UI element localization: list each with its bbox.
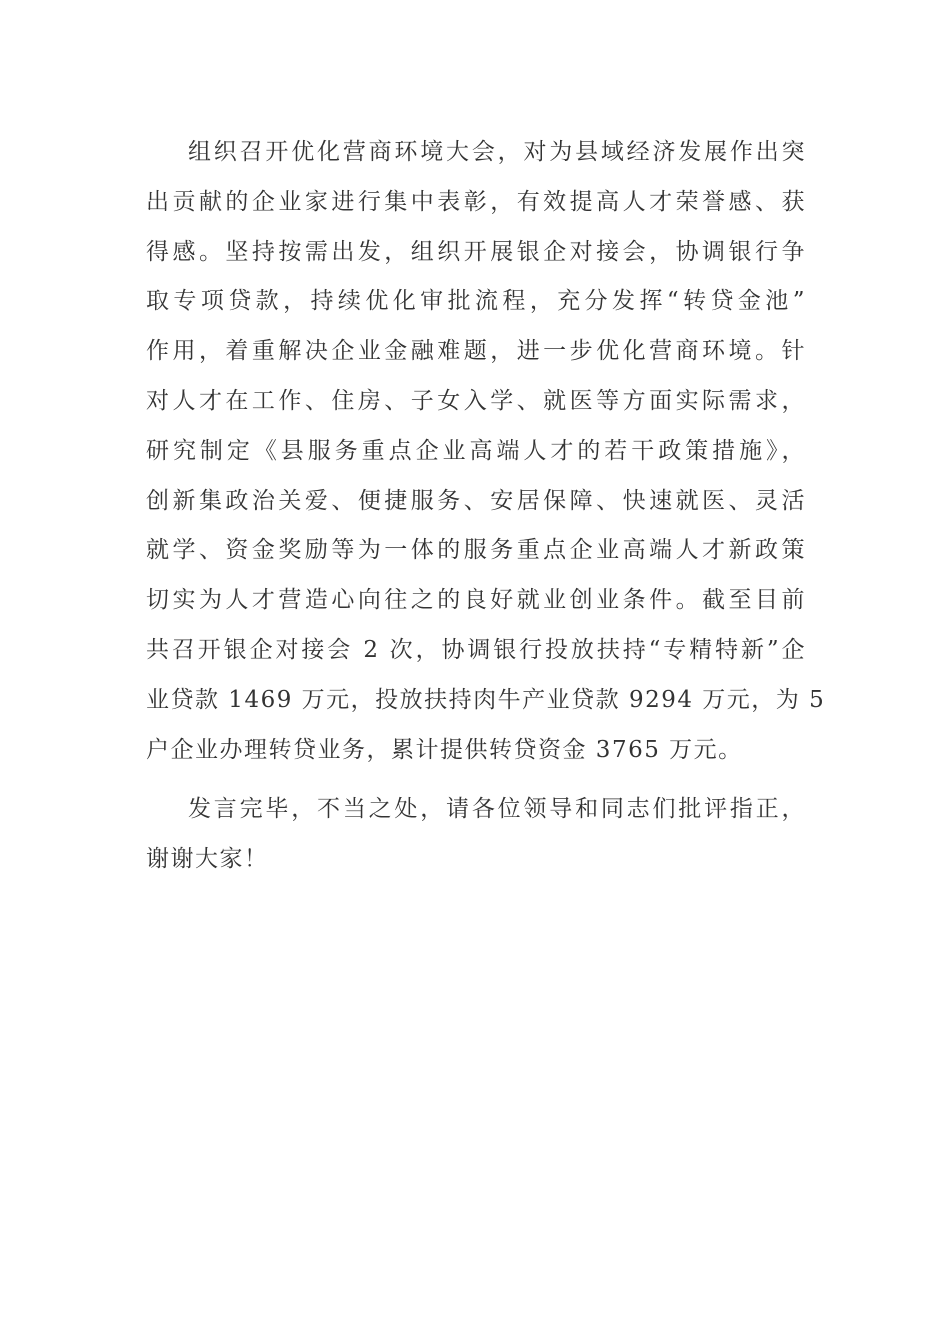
paragraph-line: 谢谢大家！	[146, 845, 269, 872]
paragraph-line: 对人才在工作、住房、子女入学、就医等方面实际需求，	[146, 387, 806, 414]
paragraph-achievements	[146, 128, 826, 775]
paragraph-line: 发言完毕，不当之处，请各位领导和同志们批评指正，	[188, 796, 806, 822]
paragraph-line: 出贡献的企业家进行集中表彰，有效提高人才荣誉感、获	[146, 188, 806, 215]
paragraph-line: 就学、资金奖励等为一体的服务重点企业高端人才新政策	[146, 537, 806, 564]
paragraph-line: 业贷款 1469 万元，投放扶持肉牛产业贷款 9294 万元，为 5	[146, 686, 826, 713]
paragraph-line: 共召开银企对接会 2 次，协调银行投放扶持“专精特新”企	[146, 636, 806, 663]
paragraph-line: 取专项贷款，持续优化审批流程，充分发挥“转贷金池”	[146, 288, 806, 315]
paragraph-line: 切实为人才营造心向往之的良好就业创业条件。截至目前	[146, 587, 806, 614]
paragraph-line: 组织召开优化营商环境大会，对为县域经济发展作出突	[188, 139, 806, 165]
paragraph-line: 户企业办理转贷业务，累计提供转贷资金 3765 万元。	[146, 736, 743, 763]
paragraph-line: 作用，着重解决企业金融难题，进一步优化营商环境。针	[146, 338, 806, 365]
paragraph-line: 创新集政治关爱、便捷服务、安居保障、快速就医、灵活	[146, 487, 806, 514]
paragraph-line: 研究制定《县服务重点企业高端人才的若干政策措施》，	[146, 437, 806, 464]
paragraph-line: 得感。坚持按需出发，组织开展银企对接会，协调银行争	[146, 238, 806, 265]
paragraph-closing	[146, 785, 806, 885]
